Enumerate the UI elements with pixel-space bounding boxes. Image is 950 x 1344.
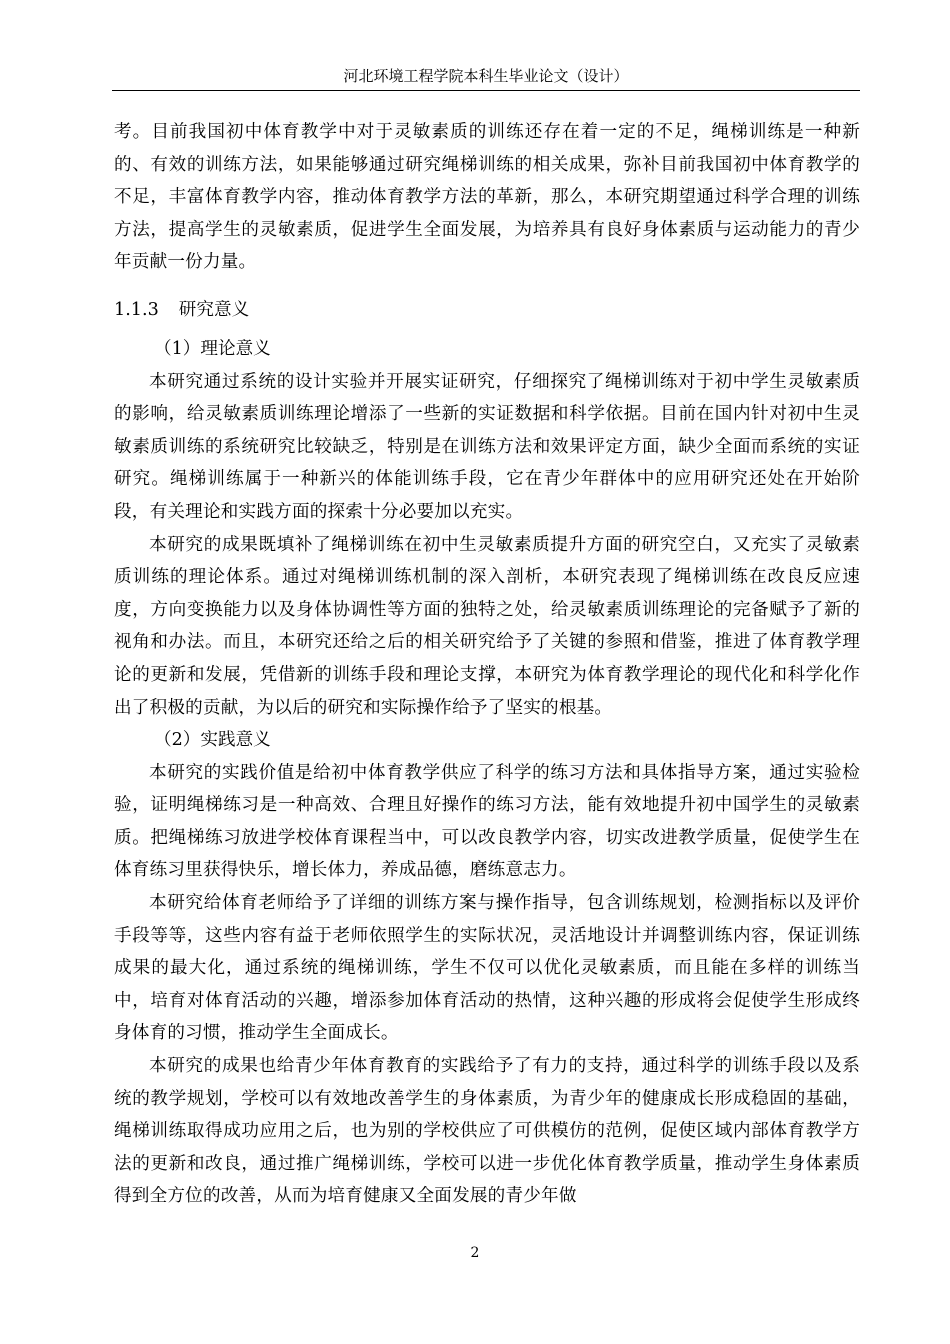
document-body <box>114 116 860 1213</box>
header-title: 河北环境工程学院本科生毕业论文（设计） <box>343 67 629 85</box>
section-heading <box>114 293 860 327</box>
intro-paragraph: 考。目前我国初中体育教学中对于灵敏素质的训练还存在着一定的不足，绳梯训练是一种新的、有效的训练方法，如果能够通过研究绳梯训练的相关成果，弥补目前我国初中体育教学的不足，丰富体育教学内容，推动体育教学方法的革新，那么，本研究期望通过科学合理的训练方法，提高学生的灵敏素质，促进学生全面发展，为培养具有良好身体素质与运动能力的青少年贡献一份力量。 <box>114 122 860 273</box>
practice-heading: （2）实践意义 <box>154 730 271 751</box>
section-number: 1.1.3 <box>114 299 159 320</box>
practice-paragraph-2: 本研究给体育老师给予了详细的训练方案与操作指导，包含训练规划，检测指标以及评价手段等等，这些内容有益于老师依照学生的实际状况，灵活地设计并调整训练内容，保证训练成果的最大化，通过系统的绳梯训练，学生不仅可以优化灵敏素质，而且能在多样的训练当中，培育对体育活动的兴趣，增添参加体育活动的热情，这种兴趣的形成将会促使学生形成终身体育的习惯，推动学生全面成长。 <box>114 893 860 1044</box>
practice-paragraph-3: 本研究的成果也给青少年体育教育的实践给予了有力的支持，通过科学的训练手段以及系统的教学规划，学校可以有效地改善学生的身体素质，为青少年的健康成长形成稳固的基础，绳梯训练取得成功应用之后，也为别的学校供应了可供模仿的范例，促使区域内部体育教学方法的更新和改良，通过推广绳梯训练，学校可以进一步优化体育教学质量，推动学生身体素质得到全方位的改善，从而为培育健康又全面发展的青少年做 <box>114 1056 860 1207</box>
theory-paragraph-1: 本研究通过系统的设计实验并开展实证研究，仔细探究了绳梯训练对于初中学生灵敏素质的影响，给灵敏素质训练理论增添了一些新的实证数据和科学依据。目前在国内针对初中生灵敏素质训练的系统研究比较缺乏，特别是在训练方法和效果评定方面，缺少全面而系统的实证研究。绳梯训练属于一种新兴的体能训练手段，它在青少年群体中的应用研究还处在开始阶段，有关理论和实践方面的探索十分必要加以充实。 <box>114 371 860 522</box>
practice-paragraph-1: 本研究的实践价值是给初中体育教学供应了科学的练习方法和具体指导方案，通过实验检验，证明绳梯练习是一种高效、合理且好操作的练习方法，能有效地提升初中国学生的灵敏素质。把绳梯练习放进学校体育课程当中，可以改良教学内容，切实改进教学质量，促使学生在体育练习里获得快乐，增长体力，养成品德，磨练意志力。 <box>114 762 860 881</box>
page-header <box>112 62 860 91</box>
theory-heading: （1）理论意义 <box>154 338 271 359</box>
section-title: 研究意义 <box>178 299 250 320</box>
page-number: 2 <box>470 1245 480 1261</box>
theory-paragraph-2: 本研究的成果既填补了绳梯训练在初中生灵敏素质提升方面的研究空白，又充实了灵敏素质训练的理论体系。通过对绳梯训练机制的深入剖析，本研究表现了绳梯训练在改良反应速度，方向变换能力以及身体协调性等方面的独特之处，给灵敏素质训练理论的完备赋予了新的视角和办法。而且，本研究还给之后的相关研究给予了关键的参照和借鉴，推进了体育教学理论的更新和发展，凭借新的训练手段和理论支撑，本研究为体育教学理论的现代化和科学化作出了积极的贡献，为以后的研究和实际操作给予了坚实的根基。 <box>114 534 860 718</box>
